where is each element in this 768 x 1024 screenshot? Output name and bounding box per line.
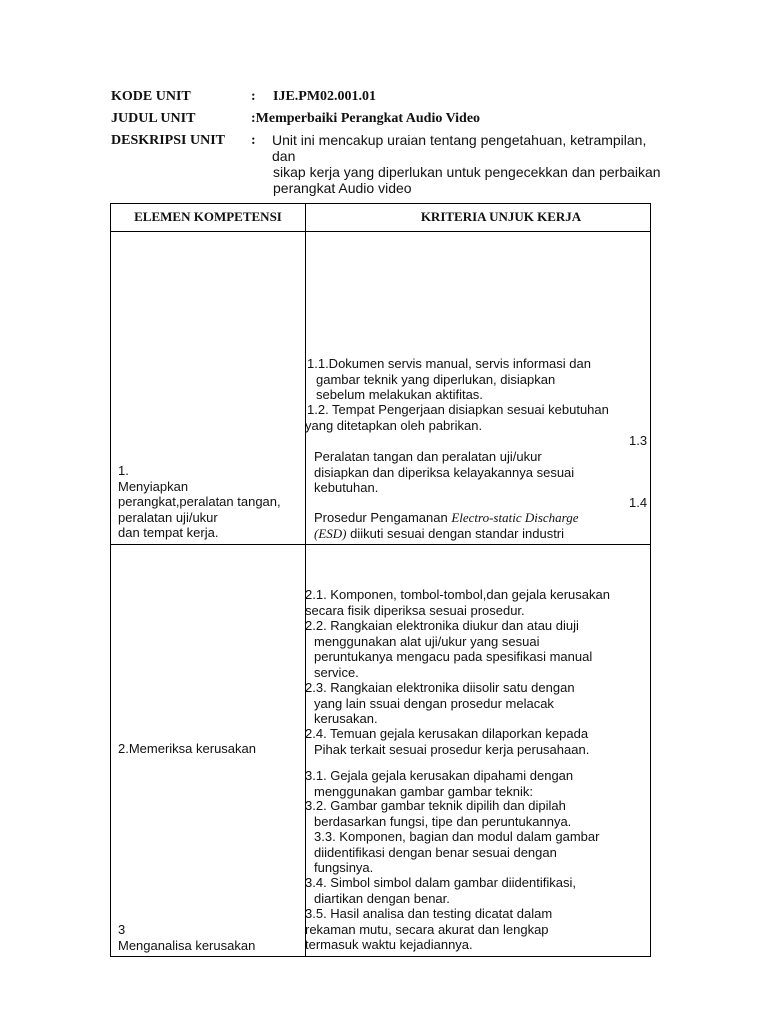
element-3-line: Menganalisa kerusakan <box>118 937 256 953</box>
criteria-1-4-number: 1.4 <box>629 495 648 510</box>
element-3-number: 3 <box>118 922 126 937</box>
criteria-2-4 <box>305 726 589 757</box>
table-header-divider <box>110 231 651 232</box>
element-3 <box>118 922 255 953</box>
criteria-line: 2.4. Temuan gejala kerusakan dilaporkan kepada <box>305 726 589 741</box>
table-border-right <box>650 203 651 957</box>
judul-unit-label: JUDUL UNIT <box>111 111 196 126</box>
kode-unit-value: IJE.PM02.001.01 <box>273 89 377 104</box>
criteria-3-2 <box>305 798 571 829</box>
criteria-line: diidentifikasi dengan benar sesuai dengan <box>314 844 557 860</box>
table-border-top <box>110 203 651 204</box>
deskripsi-unit-colon: : <box>251 133 256 148</box>
criteria-line: berdasarkan fungsi, tipe dan peruntukannya. <box>314 813 572 829</box>
element-1-line: dan tempat kerja. <box>118 525 219 540</box>
deskripsi-unit-label: DESKRIPSI UNIT <box>111 133 225 148</box>
criteria-line: kebutuhan. <box>314 480 379 495</box>
criteria-line: 2.2. Rangkaian elektronika diukur dan atau diuji <box>305 618 579 633</box>
kriteria-unjuk-kerja-header: KRITERIA UNJUK KERJA <box>420 209 582 224</box>
criteria-line: service. <box>314 664 359 680</box>
element-1-line: peralatan uji/ukur <box>118 509 218 525</box>
criteria-line: rekaman mutu, secara akurat dan lengkap <box>305 921 549 937</box>
criteria-line: Peralatan tangan dan peralatan uji/ukur <box>314 449 542 464</box>
criteria-line: peruntukanya mengacu pada spesifikasi manual <box>314 649 593 664</box>
element-1-number: 1. <box>118 463 129 478</box>
criteria-line: 3.3. Komponen, bagian dan modul dalam gambar <box>314 829 600 844</box>
criteria-text: Prosedur Pengamanan <box>314 510 452 525</box>
criteria-2-2 <box>305 618 592 680</box>
criteria-3-4 <box>305 875 576 906</box>
esd-italic-term: Electro-static Discharge <box>451 510 579 525</box>
criteria-line: secara fisik diperiksa sesuai prosedur. <box>305 602 525 618</box>
kode-unit-colon: : <box>251 89 256 104</box>
element-1-line: Menyiapkan <box>118 478 189 494</box>
criteria-1-2 <box>305 402 609 433</box>
deskripsi-line-1: Unit ini mencakup uraian tentang pengetahuan, ketrampilan, dan <box>272 132 647 164</box>
criteria-3-5 <box>305 906 552 953</box>
criteria-2-1 <box>305 587 610 618</box>
criteria-1-3 <box>314 449 574 496</box>
criteria-line: 1.2. Tempat Pengerjaan disiapkan sesuai kebutuhan <box>307 402 609 417</box>
criteria-1-1 <box>307 356 591 403</box>
criteria-line: 2.3. Rangkaian elektronika diisolir satu dengan <box>305 680 575 695</box>
criteria-line: 3.2. Gambar gambar teknik dipilih dan dipilah <box>305 798 566 813</box>
criteria-2-3 <box>305 680 575 727</box>
criteria-1-3-number: 1.3 <box>629 433 648 448</box>
criteria-line: Pihak terkait sesuai prosedur kerja perusahaan. <box>314 741 590 757</box>
judul-unit-value: :Memperbaiki Perangkat Audio Video <box>251 111 481 126</box>
table-border-bottom <box>110 956 651 957</box>
criteria-3-3 <box>305 829 599 876</box>
criteria-line: menggunakan gambar gambar teknik: <box>314 783 533 799</box>
criteria-line: menggunakan alat uji/ukur yang sesuai <box>314 633 540 649</box>
criteria-line: 3.1. Gejala gejala kerusakan dipahami dengan <box>305 768 574 783</box>
criteria-1-4 <box>314 510 579 541</box>
kode-unit-label: KODE UNIT <box>111 89 191 104</box>
criteria-line: 3.4. Simbol simbol dalam gambar diidentifikasi, <box>305 875 576 890</box>
element-1-line: perangkat,peralatan tangan, <box>118 494 281 509</box>
criteria-line: sebelum melakukan aktifitas. <box>316 387 483 402</box>
criteria-line: 2.1. Komponen, tombol-tombol,dan gejala kerusakan <box>305 587 610 602</box>
criteria-line: yang ditetapkan oleh pabrikan. <box>305 417 483 433</box>
esd-abbrev: (ESD) <box>314 525 347 541</box>
deskripsi-line-2: sikap kerja yang diperlukan untuk pengecekkan dan perbaikan <box>273 164 661 180</box>
deskripsi-line-3: perangkat Audio video <box>273 180 412 196</box>
criteria-line: disiapkan dan diperiksa kelayakannya sesuai <box>314 464 575 480</box>
criteria-line: 3.5. Hasil analisa dan testing dicatat dalam <box>305 906 553 921</box>
criteria-line: gambar teknik yang diperlukan, disiapkan <box>316 371 556 387</box>
criteria-line: diartikan dengan benar. <box>314 890 450 906</box>
criteria-line: kerusakan. <box>314 711 378 726</box>
elemen-kompetensi-header: ELEMEN KOMPETENSI <box>134 209 282 224</box>
table-row-divider-1 <box>110 544 651 545</box>
criteria-line: 1.1.Dokumen servis manual, servis informasi dan <box>307 356 591 371</box>
deskripsi-unit-text <box>273 132 673 196</box>
criteria-3-1 <box>305 768 573 799</box>
element-2: 2.Memeriksa kerusakan <box>118 741 256 756</box>
table-border-left <box>110 203 111 957</box>
criteria-line: yang lain ssuai dengan prosedur melacak <box>314 695 554 711</box>
criteria-line: termasuk waktu kejadiannya. <box>305 937 473 952</box>
criteria-line: fungsinya. <box>314 860 374 875</box>
criteria-text: diikuti sesuai dengan standar industri <box>346 525 565 541</box>
element-1 <box>118 463 281 541</box>
